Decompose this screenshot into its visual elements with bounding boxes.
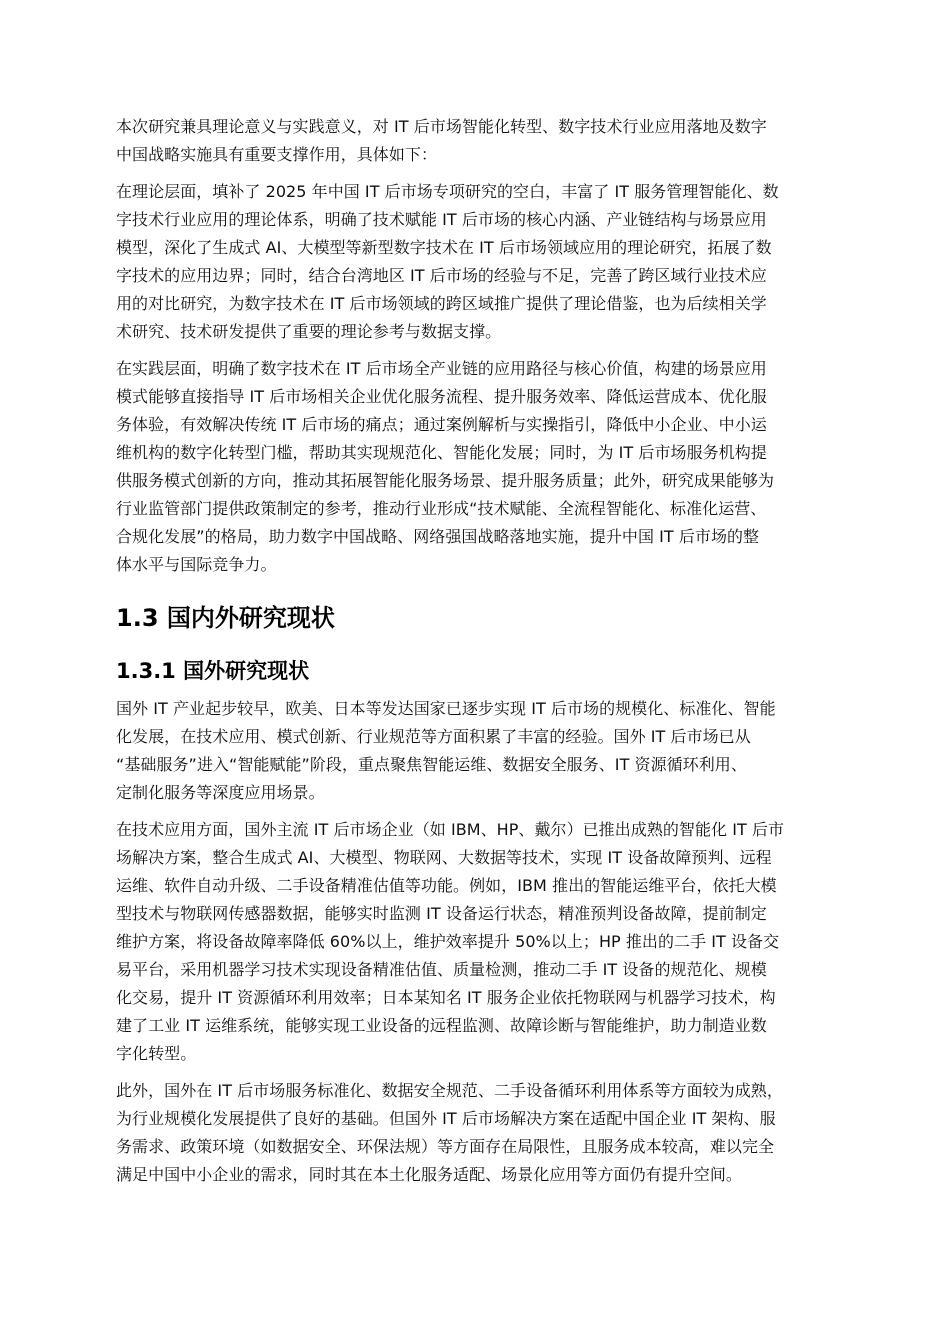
text-line: 合规化发展”的格局，助力数字中国战略、网络强国战略落地实施，提升中国 IT 后市场的整 [116,527,760,546]
text-line: 运维、软件自动升级、二手设备精准估值等功能。例如，IBM 推出的智能运维平台，依托大模 [116,876,777,895]
section-heading: 1.3 国内外研究现状 [116,604,335,632]
text-line: 在实践层面，明确了数字技术在 IT 后市场全产业链的应用路径与核心价值，构建的场景应用 [116,359,767,378]
text-line: 满足中国中小企业的需求，同时其在本土化服务适配、场景化应用等方面仍有提升空间。 [116,1165,742,1184]
text-line: 维机构的数字化转型门槛，帮助其实现规范化、智能化发展；同时，为 IT 后市场服务机构提 [116,443,767,462]
practice-paragraph [116,355,836,579]
text-line: 在技术应用方面，国外主流 IT 后市场企业（如 IBM、HP、戴尔）已推出成熟的智能化 IT 后市 [116,820,785,839]
text-line: 字技术的应用边界；同时，结合台湾地区 IT 后市场的经验与不足，完善了跨区域行业技术应 [116,266,767,285]
text-line: 字化转型。 [116,1044,197,1063]
text-line: 模式能够直接指导 IT 后市场相关企业优化服务流程、提升服务效率、降低运营成本、优化服 [116,387,767,406]
foreign-limits-paragraph [116,1077,836,1189]
document-page [116,113,836,1198]
intro-paragraph [116,113,836,169]
text-line: 务需求、政策环境（如数据安全、环保法规）等方面存在局限性，且服务成本较高，难以完全 [116,1137,775,1156]
text-line: 型技术与物联网传感器数据，能够实时监测 IT 设备运行状态，精准预判设备故障，提前制定 [116,904,767,923]
text-line: 为行业规模化发展提供了良好的基础。但国外 IT 后市场解决方案在适配中国企业 IT 架构、服 [116,1109,776,1128]
foreign-overview-paragraph [116,695,836,807]
text-line: 维护方案，将设备故障率降低 60%以上，维护效率提升 50%以上；HP 推出的二手 IT 设备交 [116,932,780,951]
text-line: 国外 IT 产业起步较早，欧美、日本等发达国家已逐步实现 IT 后市场的规模化、标准化、智能 [116,699,776,718]
foreign-tech-paragraph [116,816,836,1068]
text-line: 务体验，有效解决传统 IT 后市场的痛点；通过案例解析与实操指引，降低中小企业、中小运 [116,415,767,434]
text-line: 供服务模式创新的方向，推动其拓展智能化服务场景、提升服务质量；此外，研究成果能够为 [116,471,775,490]
text-line: 体水平与国际竞争力。 [116,555,277,574]
text-line: “基础服务”进入“智能赋能”阶段，重点聚焦智能运维、数据安全服务、IT 资源循环利用、 [116,755,747,774]
subsection-heading: 1.3.1 国外研究现状 [116,659,310,683]
text-line: 在理论层面，填补了 2025 年中国 IT 后市场专项研究的空白，丰富了 IT 服务管理智能化、数 [116,182,779,201]
text-line: 此外，国外在 IT 后市场服务标准化、数据安全规范、二手设备循环利用体系等方面较为成熟， [116,1081,783,1100]
text-line: 术研究、技术研发提供了重要的理论参考与数据支撑。 [116,322,502,341]
text-line: 用的对比研究，为数字技术在 IT 后市场领域的跨区域推广提供了理论借鉴，也为后续相关学 [116,294,767,313]
text-line: 化发展，在技术应用、模式创新、行业规范等方面积累了丰富的经验。国外 IT 后市场已从 [116,727,751,746]
text-line: 行业监管部门提供政策制定的参考，推动行业形成“技术赋能、全流程智能化、标准化运营、 [116,499,767,518]
text-line: 场解决方案，整合生成式 AI、大模型、物联网、大数据等技术，实现 IT 设备故障预判、远程 [116,848,772,867]
text-line: 化交易，提升 IT 资源循环利用效率；日本某知名 IT 服务企业依托物联网与机器学习技术，构 [116,988,776,1007]
text-line: 中国战略实施具有重要支撑作用，具体如下： [116,145,438,164]
text-line: 定制化服务等深度应用场景。 [116,783,325,802]
text-line: 字技术行业应用的理论体系，明确了技术赋能 IT 后市场的核心内涵、产业链结构与场景应用 [116,210,767,229]
text-line: 建了工业 IT 运维系统，能够实现工业设备的远程监测、故障诊断与智能维护，助力制造业数 [116,1016,767,1035]
text-line: 本次研究兼具理论意义与实践意义，对 IT 后市场智能化转型、数字技术行业应用落地及数字 [116,117,767,136]
text-line: 易平台，采用机器学习技术实现设备精准估值、质量检测，推动二手 IT 设备的规范化、规模 [116,960,767,979]
text-line: 模型，深化了生成式 AI、大模型等新型数字技术在 IT 后市场领域应用的理论研究，拓展了数 [116,238,772,257]
theory-paragraph [116,178,836,346]
